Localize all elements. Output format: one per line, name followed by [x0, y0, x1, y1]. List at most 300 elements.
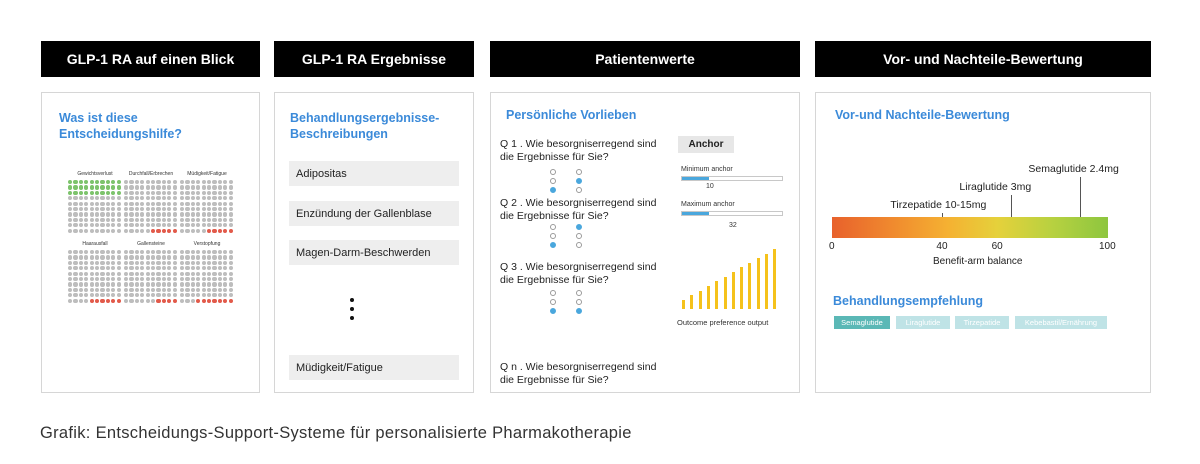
- outcome-preference-label: Outcome preference output: [677, 318, 769, 327]
- person-dot: [223, 202, 227, 206]
- person-dot: [140, 185, 144, 189]
- person-dot: [162, 212, 166, 216]
- person-dot: [151, 272, 155, 276]
- person-dot: [212, 266, 216, 270]
- person-dot: [135, 272, 139, 276]
- person-dot: [229, 261, 233, 265]
- more-items-ellipsis: [350, 298, 356, 325]
- person-dot: [111, 272, 115, 276]
- person-dot: [135, 288, 139, 292]
- person-dot: [117, 185, 121, 189]
- person-dot: [212, 250, 216, 254]
- person-dot: [180, 196, 184, 200]
- person-dot: [73, 223, 77, 227]
- person-dot: [146, 180, 150, 184]
- likert-radio[interactable]: [576, 224, 582, 230]
- likert-radio[interactable]: [576, 169, 582, 175]
- person-dot: [68, 185, 72, 189]
- maximum-anchor-slider[interactable]: [681, 211, 783, 216]
- person-dot: [100, 223, 104, 227]
- person-dot: [212, 293, 216, 297]
- person-dot: [151, 266, 155, 270]
- person-dot: [151, 191, 155, 195]
- person-dot: [207, 282, 211, 286]
- person-dot: [202, 212, 206, 216]
- person-dot: [129, 266, 133, 270]
- person-dot: [202, 293, 206, 297]
- person-dot: [229, 196, 233, 200]
- person-dot: [117, 196, 121, 200]
- person-dot: [111, 218, 115, 222]
- person-dot: [146, 207, 150, 211]
- person-dot: [146, 202, 150, 206]
- person-dot: [117, 180, 121, 184]
- likert-radio[interactable]: [576, 299, 582, 305]
- person-dot: [191, 202, 195, 206]
- likert-radio[interactable]: [576, 242, 582, 248]
- likert-radio[interactable]: [550, 178, 556, 184]
- person-dot: [156, 196, 160, 200]
- person-dot: [135, 282, 139, 286]
- person-dot: [90, 261, 94, 265]
- person-dot: [212, 185, 216, 189]
- person-dot: [185, 272, 189, 276]
- person-dot: [95, 277, 99, 281]
- person-dot: [196, 180, 200, 184]
- person-dot: [129, 212, 133, 216]
- person-dot: [156, 223, 160, 227]
- person-dot: [185, 223, 189, 227]
- person-dot: [111, 207, 115, 211]
- minimum-anchor-slider[interactable]: [681, 176, 783, 181]
- person-dot: [162, 272, 166, 276]
- person-dot: [173, 223, 177, 227]
- person-dot: [146, 272, 150, 276]
- person-dot: [117, 282, 121, 286]
- person-dot: [140, 293, 144, 297]
- maximum-anchor-label: Maximum anchor: [681, 201, 735, 208]
- person-dot: [90, 266, 94, 270]
- preference-bar: [715, 281, 718, 309]
- person-dot: [73, 180, 77, 184]
- person-dot: [229, 191, 233, 195]
- person-dot: [135, 277, 139, 281]
- person-dot: [135, 180, 139, 184]
- person-dot: [100, 212, 104, 216]
- person-dot: [167, 282, 171, 286]
- person-dot: [207, 180, 211, 184]
- outcome-item-gallbladder[interactable]: Enzündung der Gallenblase: [289, 201, 459, 226]
- person-dot: [156, 229, 160, 233]
- person-dot: [124, 185, 128, 189]
- person-dot: [68, 266, 72, 270]
- person-dot: [202, 202, 206, 206]
- person-dot: [162, 266, 166, 270]
- person-dot: [90, 212, 94, 216]
- recommendation-chip[interactable]: Kebebastil/Ernährung: [1015, 316, 1107, 329]
- person-dot: [162, 229, 166, 233]
- person-dot: [218, 250, 222, 254]
- person-dot: [95, 266, 99, 270]
- person-dot: [196, 218, 200, 222]
- person-dot: [180, 229, 184, 233]
- person-dot: [84, 299, 88, 303]
- recommendation-chip[interactable]: Semaglutide: [834, 316, 890, 329]
- person-dot: [151, 293, 155, 297]
- person-dot: [100, 272, 104, 276]
- person-dot: [84, 261, 88, 265]
- likert-radio[interactable]: [550, 187, 556, 193]
- person-dot: [173, 299, 177, 303]
- person-dot: [95, 185, 99, 189]
- person-dot: [218, 218, 222, 222]
- person-dot: [162, 250, 166, 254]
- person-dot: [229, 202, 233, 206]
- person-dot: [180, 266, 184, 270]
- person-dot: [100, 266, 104, 270]
- person-dot: [173, 218, 177, 222]
- person-dot: [156, 277, 160, 281]
- likert-radio[interactable]: [576, 178, 582, 184]
- person-dot: [84, 293, 88, 297]
- person-dot: [212, 202, 216, 206]
- person-dot: [191, 266, 195, 270]
- person-dot: [191, 212, 195, 216]
- person-dot: [212, 272, 216, 276]
- person-dot: [218, 212, 222, 216]
- person-dot: [162, 261, 166, 265]
- person-dot: [185, 191, 189, 195]
- benefit-gradient-bar: [832, 217, 1108, 238]
- person-dot: [156, 288, 160, 292]
- person-dot: [146, 282, 150, 286]
- person-dot: [180, 180, 184, 184]
- outcome-item-gastro[interactable]: Magen-Darm-Beschwerden: [289, 240, 459, 265]
- person-dot: [173, 293, 177, 297]
- person-dot: [68, 207, 72, 211]
- person-dot: [140, 191, 144, 195]
- person-dot: [79, 218, 83, 222]
- person-dot: [212, 255, 216, 259]
- likert-radio[interactable]: [576, 308, 582, 314]
- person-dot: [84, 202, 88, 206]
- likert-radio[interactable]: [550, 233, 556, 239]
- outcome-item-adipositas[interactable]: Adipositas: [289, 161, 459, 186]
- person-dot: [135, 293, 139, 297]
- person-dot: [68, 180, 72, 184]
- person-dot: [100, 255, 104, 259]
- person-dot: [223, 293, 227, 297]
- person-dot: [117, 191, 121, 195]
- person-dot: [202, 185, 206, 189]
- person-dot: [191, 293, 195, 297]
- person-dot: [111, 202, 115, 206]
- likert-radio[interactable]: [550, 169, 556, 175]
- person-dot: [95, 261, 99, 265]
- likert-radio[interactable]: [550, 242, 556, 248]
- person-dot: [212, 196, 216, 200]
- person-dot: [79, 250, 83, 254]
- person-dot: [185, 185, 189, 189]
- person-dot: [202, 223, 206, 227]
- person-dot: [223, 218, 227, 222]
- person-dot: [95, 293, 99, 297]
- person-dot: [223, 277, 227, 281]
- person-dot: [79, 223, 83, 227]
- person-dot: [167, 250, 171, 254]
- recommendation-chip[interactable]: Liraglutide: [896, 316, 950, 329]
- person-dot: [191, 218, 195, 222]
- person-dot: [202, 266, 206, 270]
- person-dot: [129, 299, 133, 303]
- person-dot: [146, 299, 150, 303]
- person-dot: [202, 282, 206, 286]
- person-dot: [218, 299, 222, 303]
- person-dot: [106, 191, 110, 195]
- axis-tick-label: 60: [991, 241, 1003, 252]
- person-dot: [196, 223, 200, 227]
- person-dot: [84, 207, 88, 211]
- person-dot: [196, 261, 200, 265]
- person-dot: [129, 218, 133, 222]
- person-dot: [129, 250, 133, 254]
- person-dot: [111, 250, 115, 254]
- recommendation-chip[interactable]: Tirzepatide: [955, 316, 1009, 329]
- person-dot: [162, 288, 166, 292]
- person-dot: [117, 272, 121, 276]
- outcome-item-fatigue[interactable]: Müdigkeit/Fatigue: [289, 355, 459, 380]
- person-dot: [191, 288, 195, 292]
- question-2: Q 2 . Wie besorgniserregend sind die Ergebnisse für Sie?: [500, 197, 657, 222]
- person-dot: [140, 250, 144, 254]
- preference-bar: [690, 295, 693, 309]
- person-dot: [84, 212, 88, 216]
- person-dot: [196, 277, 200, 281]
- person-dot: [173, 212, 177, 216]
- likert-radio[interactable]: [576, 233, 582, 239]
- person-dot: [173, 191, 177, 195]
- likert-radio[interactable]: [550, 308, 556, 314]
- person-dot: [229, 299, 233, 303]
- person-dot: [140, 229, 144, 233]
- likert-radio[interactable]: [576, 187, 582, 193]
- person-dot: [106, 288, 110, 292]
- person-dot: [151, 277, 155, 281]
- person-dot: [223, 250, 227, 254]
- person-dot: [68, 277, 72, 281]
- person-dot: [73, 185, 77, 189]
- person-dot: [100, 180, 104, 184]
- person-dot: [156, 218, 160, 222]
- person-dot: [202, 261, 206, 265]
- person-dot: [124, 180, 128, 184]
- person-dot: [202, 272, 206, 276]
- icon-array-label: Müdigkeit/Fatigue: [187, 171, 227, 177]
- person-dot: [180, 250, 184, 254]
- person-dot: [124, 191, 128, 195]
- figure-caption: Grafik: Entscheidungs-Support-Systeme für personalisierte Pharmakotherapie: [40, 424, 632, 442]
- person-dot: [140, 277, 144, 281]
- person-dot: [229, 218, 233, 222]
- person-dot: [90, 250, 94, 254]
- preference-bar: [773, 249, 776, 309]
- person-dot: [124, 266, 128, 270]
- person-dot: [73, 250, 77, 254]
- person-dot: [223, 191, 227, 195]
- likert-radio[interactable]: [550, 224, 556, 230]
- person-dot: [151, 207, 155, 211]
- person-dot: [185, 218, 189, 222]
- person-dot: [180, 191, 184, 195]
- person-dot: [212, 288, 216, 292]
- person-dot: [68, 191, 72, 195]
- person-dot: [156, 207, 160, 211]
- person-dot: [140, 299, 144, 303]
- person-dot: [73, 202, 77, 206]
- axis-tick-label: 100: [1099, 241, 1116, 252]
- person-dot: [106, 212, 110, 216]
- person-dot: [117, 212, 121, 216]
- maximum-anchor-value: 32: [729, 222, 737, 229]
- person-dot: [202, 250, 206, 254]
- person-dot: [151, 299, 155, 303]
- person-dot: [84, 250, 88, 254]
- person-dot: [135, 229, 139, 233]
- person-dot: [100, 293, 104, 297]
- person-dot: [167, 185, 171, 189]
- person-dot: [167, 229, 171, 233]
- person-dot: [73, 261, 77, 265]
- person-dot: [146, 293, 150, 297]
- person-dot: [191, 229, 195, 233]
- person-dot: [185, 180, 189, 184]
- person-dot: [196, 293, 200, 297]
- person-dot: [111, 288, 115, 292]
- person-dot: [100, 229, 104, 233]
- person-dot: [124, 196, 128, 200]
- person-dot: [229, 277, 233, 281]
- person-dot: [111, 212, 115, 216]
- person-dot: [207, 266, 211, 270]
- person-dot: [185, 207, 189, 211]
- panel-title: Vor-und Nachteile-Bewertung: [835, 108, 1010, 122]
- icon-array-label: Gewichtsverlust: [77, 171, 113, 177]
- person-dot: [180, 218, 184, 222]
- person-dot: [124, 207, 128, 211]
- person-dot: [129, 272, 133, 276]
- person-dot: [223, 185, 227, 189]
- person-dot: [135, 223, 139, 227]
- person-dot: [196, 250, 200, 254]
- person-dot: [191, 282, 195, 286]
- person-dot: [135, 299, 139, 303]
- person-dot: [180, 202, 184, 206]
- person-dot: [229, 266, 233, 270]
- person-dot: [167, 207, 171, 211]
- person-dot: [111, 293, 115, 297]
- person-dot: [135, 266, 139, 270]
- person-dot: [73, 277, 77, 281]
- person-dot: [124, 277, 128, 281]
- panel-title: Was ist diese Entscheidungshilfe?: [59, 111, 182, 141]
- person-dot: [207, 288, 211, 292]
- person-dot: [124, 212, 128, 216]
- person-dot: [90, 180, 94, 184]
- question-3: Q 3 . Wie besorgniserregend sind die Ergebnisse für Sie?: [500, 261, 657, 286]
- person-dot: [106, 261, 110, 265]
- person-dot: [173, 272, 177, 276]
- person-dot: [84, 185, 88, 189]
- person-dot: [202, 299, 206, 303]
- person-dot: [73, 272, 77, 276]
- person-dot: [185, 266, 189, 270]
- person-dot: [135, 261, 139, 265]
- person-dot: [167, 277, 171, 281]
- person-dot: [146, 277, 150, 281]
- person-dot: [79, 277, 83, 281]
- person-dot: [95, 207, 99, 211]
- person-dot: [90, 282, 94, 286]
- person-dot: [73, 288, 77, 292]
- person-dot: [191, 272, 195, 276]
- person-dot: [100, 207, 104, 211]
- person-dot: [117, 277, 121, 281]
- person-dot: [111, 277, 115, 281]
- person-dot: [229, 212, 233, 216]
- preference-bar: [699, 291, 702, 309]
- person-dot: [111, 282, 115, 286]
- person-dot: [207, 212, 211, 216]
- person-dot: [79, 299, 83, 303]
- person-dot: [84, 277, 88, 281]
- person-dot: [180, 299, 184, 303]
- person-dot: [140, 255, 144, 259]
- likert-radio[interactable]: [576, 290, 582, 296]
- person-dot: [90, 277, 94, 281]
- person-dot: [111, 191, 115, 195]
- likert-radio[interactable]: [550, 290, 556, 296]
- person-dot: [146, 255, 150, 259]
- person-dot: [117, 207, 121, 211]
- person-dot: [90, 293, 94, 297]
- person-dot: [129, 191, 133, 195]
- person-dot: [68, 202, 72, 206]
- person-dot: [167, 288, 171, 292]
- person-dot: [135, 196, 139, 200]
- person-dot: [140, 180, 144, 184]
- person-dot: [223, 196, 227, 200]
- person-dot: [212, 218, 216, 222]
- person-dot: [196, 202, 200, 206]
- person-dot: [196, 299, 200, 303]
- person-dot: [84, 180, 88, 184]
- person-dot: [117, 202, 121, 206]
- person-dot: [167, 218, 171, 222]
- person-dot: [185, 196, 189, 200]
- person-dot: [162, 255, 166, 259]
- person-dot: [207, 196, 211, 200]
- person-dot: [79, 207, 83, 211]
- person-dot: [167, 272, 171, 276]
- person-dot: [167, 223, 171, 227]
- person-dot: [173, 250, 177, 254]
- anchor-button[interactable]: Anchor: [678, 136, 734, 153]
- likert-radio[interactable]: [550, 299, 556, 305]
- person-dot: [135, 212, 139, 216]
- preference-bar: [757, 258, 760, 309]
- person-dot: [173, 255, 177, 259]
- person-dot: [146, 185, 150, 189]
